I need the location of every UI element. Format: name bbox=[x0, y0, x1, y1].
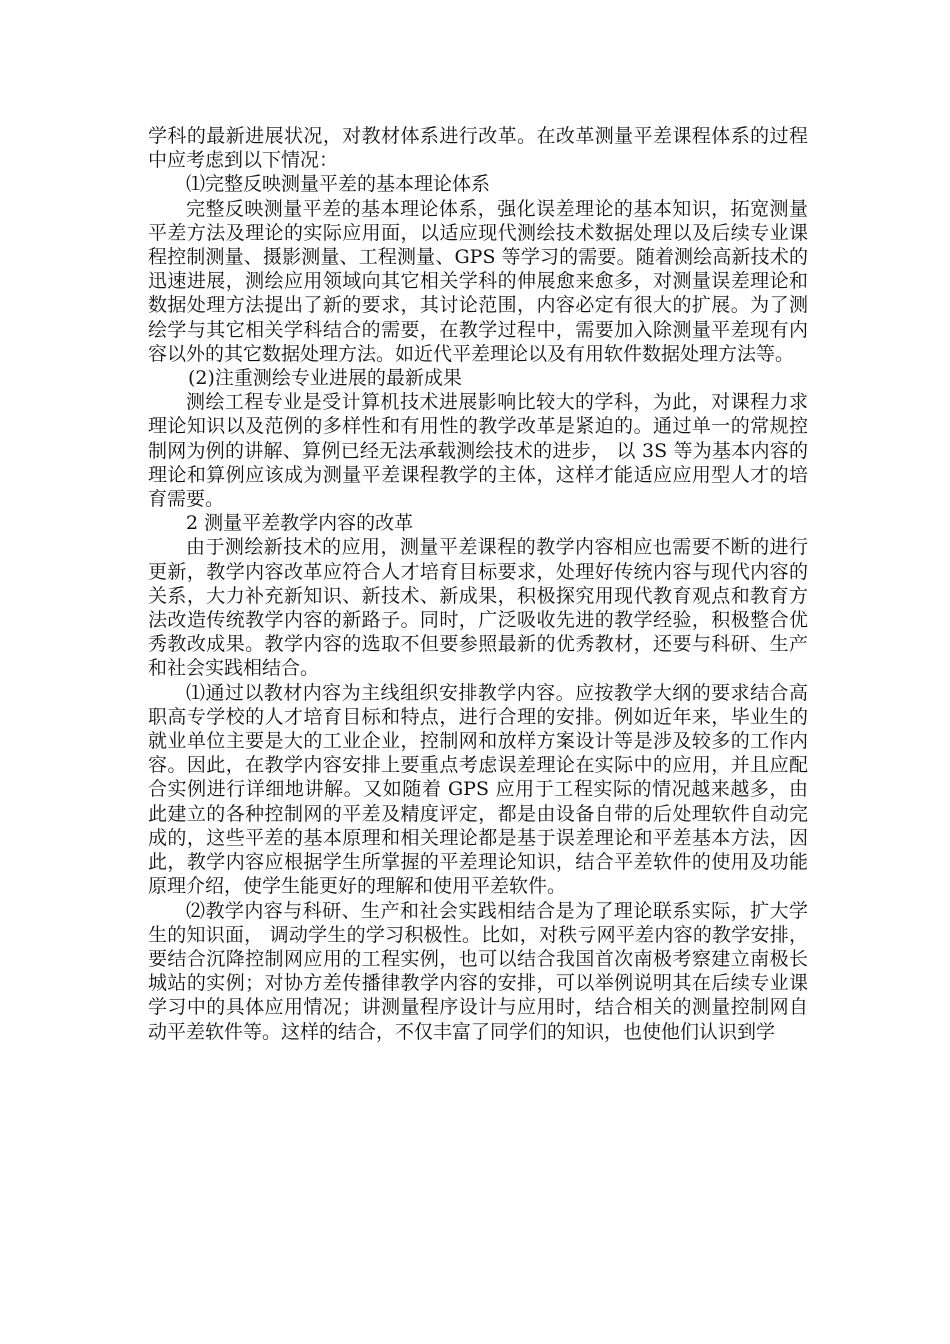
paragraph-latest-results: 测绘工程专业是受计算机技术进展影响比较大的学科，为此，对课程力求理论知识以及范例的多样性和有用性的教学改革是紧迫的。通过单一的常规控制网为例的讲解、算例已经无法承载测绘技术的进步， 以 3S 等为基本内容的理论和算例应该成为测量平差课程教学的主体，这样才能适应应用型人才的培育需要。 bbox=[148, 391, 808, 511]
section-heading-3: 2 测量平差教学内容的改革 bbox=[186, 512, 414, 535]
section-heading-1: ⑴完整反映测量平差的基本理论体系 bbox=[186, 173, 491, 196]
paragraph-content-reform: 由于测绘新技术的应用，测量平差课程的教学内容相应也需要不断的进行更新，教学内容改革应符合人才培育目标要求，处理好传统内容与现代内容的关系，大力补充新知识、新技术、新成果，积极探究用现代教育观点和教育方法改造传统教学内容的新路子。同时，广泛吸收先进的教学经验，积极整合优秀教改成果。教学内容的选取不但要参照最新的优秀教材，还要与科研、生产和社会实践相结合。 bbox=[148, 536, 808, 680]
section-heading-2: (2)注重测绘专业进展的最新成果 bbox=[188, 367, 462, 390]
paragraph-research-practice: ⑵教学内容与科研、生产和社会实践相结合是为了理论联系实际，扩大学生的知识面， 调动学生的学习积极性。比如，对秩亏网平差内容的教学安排，要结合沉降控制网应用的工程实例，也可以结合我国首次南极考察建立南极长城站的实例；对协方差传播律教学内容的安排，可以举例说明其在后续专业课学习中的具体应用情况；讲测量程序设计与应用时，结合相关的测量控制网自动平差软件等。这样的结合，不仅丰富了同学们的知识，也使他们认识到学 bbox=[148, 899, 808, 1043]
document-page bbox=[148, 124, 808, 1044]
paragraph-textbook-mainline: ⑴通过以教材内容为主线组织安排教学内容。应按教学大纲的要求结合高职高专学校的人才培育目标和特点，进行合理的安排。例如近年来，毕业生的就业单位主要是大的工业企业，控制网和放样方案设计等是涉及较多的工作内容。因此，在教学内容安排上要重点考虑误差理论在实际中的应用，并且应配合实例进行详细地讲解。又如随着 GPS 应用于工程实际的情况越来越多，由此建立的各种控制网的平差及精度评定，都是由设备自带的后处理软件自动完成的，这些平差的基本原理和相关理论都是基于误差理论和平差基本方法，因此，教学内容应根据学生所掌握的平差理论知识，结合平差软件的使用及功能原理介绍，使学生能更好的理解和使用平差软件。 bbox=[148, 681, 808, 898]
paragraph-theory-system: 完整反映测量平差的基本理论体系，强化误差理论的基本知识，拓宽测量平差方法及理论的实际应用面，以适应现代测绘技术数据处理以及后续专业课程控制测量、摄影测量、工程测量、GPS 等学习的需要。随着测绘高新技术的迅速进展，测绘应用领域向其它相关学科的伸展愈来愈多，对测量误差理论和数据处理方法提出了新的要求，其讨论范围，内容必定有很大的扩展。为了测绘学与其它相关学科结合的需要，在教学过程中，需要加入除测量平差现有内容以外的其它数据处理方法。如近代平差理论以及有用软件数据处理方法等。 bbox=[148, 197, 808, 365]
paragraph-intro: 学科的最新进展状况，对教材体系进行改革。在改革测量平差课程体系的过程中应考虑到以下情况： bbox=[148, 125, 808, 172]
